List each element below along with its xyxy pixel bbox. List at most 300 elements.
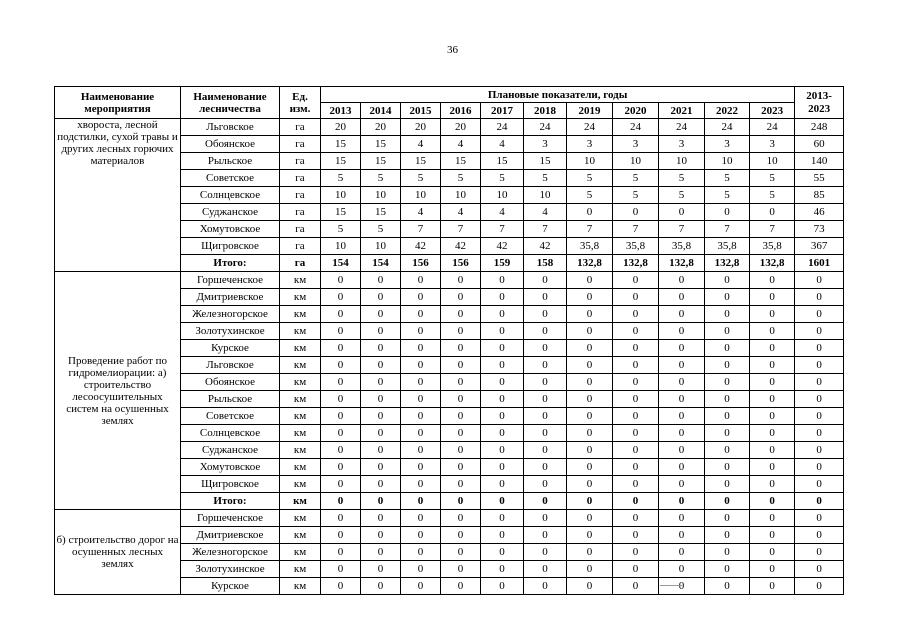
value-cell: 0: [361, 527, 401, 544]
value-cell: 0: [613, 459, 659, 476]
value-cell: 0: [321, 306, 361, 323]
value-cell: 4: [481, 136, 524, 153]
value-cell: 0: [524, 527, 567, 544]
value-cell: 0: [361, 544, 401, 561]
value-cell: 0: [659, 510, 705, 527]
unit-cell: км: [280, 391, 321, 408]
value-cell: 0: [401, 374, 441, 391]
value-cell: 0: [321, 459, 361, 476]
forestry-name: Золотухинское: [181, 561, 280, 578]
forestry-name: Суджанское: [181, 204, 280, 221]
total-value-cell: 0: [705, 493, 750, 510]
total-cell: 248: [795, 119, 844, 136]
total-value-cell: 0: [613, 493, 659, 510]
value-cell: 0: [659, 374, 705, 391]
value-cell: 0: [361, 442, 401, 459]
value-cell: 0: [481, 544, 524, 561]
value-cell: 0: [705, 272, 750, 289]
value-cell: 0: [524, 408, 567, 425]
forestry-name: Дмитриевское: [181, 527, 280, 544]
total-cell: 0: [795, 374, 844, 391]
value-cell: 0: [705, 204, 750, 221]
value-cell: 10: [481, 187, 524, 204]
value-cell: 0: [361, 425, 401, 442]
header-unit: Ед. изм.: [280, 87, 321, 119]
total-cell: 46: [795, 204, 844, 221]
forestry-name: Солнцевское: [181, 187, 280, 204]
value-cell: 42: [441, 238, 481, 255]
value-cell: 0: [321, 408, 361, 425]
total-value-cell: 158: [524, 255, 567, 272]
value-cell: 10: [361, 187, 401, 204]
forestry-name: Железногорское: [181, 544, 280, 561]
forestry-name: Солнцевское: [181, 425, 280, 442]
value-cell: 15: [361, 153, 401, 170]
value-cell: 7: [441, 221, 481, 238]
value-cell: 0: [321, 340, 361, 357]
value-cell: 20: [441, 119, 481, 136]
value-cell: 0: [524, 391, 567, 408]
value-cell: 10: [613, 153, 659, 170]
forestry-name: Хомутовское: [181, 459, 280, 476]
value-cell: 0: [361, 306, 401, 323]
forestry-name: Железногорское: [181, 306, 280, 323]
value-cell: 0: [481, 561, 524, 578]
value-cell: 0: [321, 544, 361, 561]
value-cell: 0: [321, 476, 361, 493]
header-planned: Плановые показатели, годы: [321, 87, 795, 103]
value-cell: 0: [613, 510, 659, 527]
value-cell: 0: [441, 306, 481, 323]
value-cell: 3: [567, 136, 613, 153]
forestry-name: Золотухинское: [181, 323, 280, 340]
value-cell: 0: [705, 340, 750, 357]
value-cell: 0: [613, 340, 659, 357]
value-cell: 5: [750, 170, 795, 187]
value-cell: 24: [524, 119, 567, 136]
total-value-cell: 0: [401, 493, 441, 510]
value-cell: 0: [750, 357, 795, 374]
value-cell: 4: [441, 204, 481, 221]
total-cell: 55: [795, 170, 844, 187]
value-cell: 3: [524, 136, 567, 153]
value-cell: 0: [441, 340, 481, 357]
forestry-name: Суджанское: [181, 442, 280, 459]
unit-cell: км: [280, 561, 321, 578]
value-cell: 7: [567, 221, 613, 238]
header-year: 2016: [441, 103, 481, 119]
value-cell: 4: [441, 136, 481, 153]
total-cell: 0: [795, 272, 844, 289]
value-cell: 0: [321, 374, 361, 391]
unit-cell: км: [280, 289, 321, 306]
value-cell: 0: [524, 272, 567, 289]
value-cell: 0: [361, 272, 401, 289]
value-cell: 0: [524, 459, 567, 476]
total-unit: км: [280, 493, 321, 510]
value-cell: 0: [750, 425, 795, 442]
value-cell: 5: [361, 170, 401, 187]
value-cell: 0: [401, 425, 441, 442]
forestry-name: Дмитриевское: [181, 289, 280, 306]
value-cell: 0: [613, 272, 659, 289]
total-value-cell: 159: [481, 255, 524, 272]
value-cell: 0: [481, 459, 524, 476]
unit-cell: км: [280, 442, 321, 459]
total-value-cell: 156: [401, 255, 441, 272]
value-cell: 0: [567, 323, 613, 340]
forestry-name: Горшеченское: [181, 272, 280, 289]
value-cell: 0: [750, 408, 795, 425]
header-year: 2018: [524, 103, 567, 119]
total-label: Итого:: [181, 255, 280, 272]
value-cell: 0: [401, 323, 441, 340]
value-cell: 0: [401, 578, 441, 595]
value-cell: 0: [401, 510, 441, 527]
total-value-cell: 0: [361, 493, 401, 510]
value-cell: 0: [659, 204, 705, 221]
unit-cell: км: [280, 578, 321, 595]
value-cell: 24: [481, 119, 524, 136]
forestry-name: Щигровское: [181, 476, 280, 493]
value-cell: 0: [613, 391, 659, 408]
total-value-cell: 132,8: [659, 255, 705, 272]
forestry-name: Хомутовское: [181, 221, 280, 238]
value-cell: 24: [567, 119, 613, 136]
value-cell: 10: [567, 153, 613, 170]
forestry-name: Курское: [181, 340, 280, 357]
value-cell: 0: [659, 357, 705, 374]
value-cell: 0: [441, 561, 481, 578]
total-cell: 0: [795, 578, 844, 595]
value-cell: 0: [613, 357, 659, 374]
total-cell: 0: [795, 476, 844, 493]
value-cell: 0: [441, 476, 481, 493]
value-cell: 0: [613, 289, 659, 306]
value-cell: 0: [567, 442, 613, 459]
value-cell: 0: [481, 323, 524, 340]
value-cell: 0: [567, 527, 613, 544]
unit-cell: км: [280, 527, 321, 544]
unit-cell: га: [280, 238, 321, 255]
value-cell: 35,8: [659, 238, 705, 255]
total-cell: 73: [795, 221, 844, 238]
value-cell: 0: [321, 357, 361, 374]
value-cell: 20: [401, 119, 441, 136]
value-cell: 0: [524, 510, 567, 527]
total-value-cell: 0: [481, 493, 524, 510]
total-value-cell: 132,8: [613, 255, 659, 272]
value-cell: 5: [481, 170, 524, 187]
value-cell: 0: [750, 374, 795, 391]
value-cell: 0: [401, 357, 441, 374]
value-cell: 20: [321, 119, 361, 136]
value-cell: 0: [659, 408, 705, 425]
value-cell: 5: [613, 170, 659, 187]
value-cell: 0: [705, 374, 750, 391]
unit-cell: км: [280, 510, 321, 527]
unit-cell: км: [280, 425, 321, 442]
value-cell: 0: [441, 272, 481, 289]
value-cell: 0: [441, 323, 481, 340]
value-cell: 0: [750, 510, 795, 527]
value-cell: 0: [401, 459, 441, 476]
value-cell: 0: [705, 510, 750, 527]
header-forestry: Наименование лесничества: [181, 87, 280, 119]
value-cell: 0: [441, 357, 481, 374]
total-cell: 60: [795, 136, 844, 153]
unit-cell: км: [280, 306, 321, 323]
value-cell: 0: [441, 289, 481, 306]
value-cell: 5: [567, 170, 613, 187]
value-cell: 0: [481, 442, 524, 459]
value-cell: 0: [567, 204, 613, 221]
value-cell: 0: [524, 289, 567, 306]
value-cell: 3: [613, 136, 659, 153]
value-cell: 0: [613, 323, 659, 340]
value-cell: 0: [567, 374, 613, 391]
total-cell: 0: [795, 323, 844, 340]
value-cell: 0: [401, 272, 441, 289]
total-cell: 0: [795, 289, 844, 306]
value-cell: 0: [401, 442, 441, 459]
forestry-name: Советское: [181, 170, 280, 187]
value-cell: 0: [481, 340, 524, 357]
value-cell: 0: [321, 289, 361, 306]
value-cell: 0: [361, 374, 401, 391]
value-cell: 0: [567, 561, 613, 578]
grand-total-cell: 0: [795, 493, 844, 510]
value-cell: 0: [567, 272, 613, 289]
value-cell: 0: [524, 425, 567, 442]
value-cell: 0: [613, 476, 659, 493]
value-cell: 0: [705, 408, 750, 425]
value-cell: 0: [481, 391, 524, 408]
value-cell: 10: [524, 187, 567, 204]
value-cell: 0: [441, 408, 481, 425]
value-cell: 0: [481, 578, 524, 595]
value-cell: 42: [524, 238, 567, 255]
value-cell: 24: [613, 119, 659, 136]
value-cell: 0: [361, 408, 401, 425]
value-cell: 0: [441, 544, 481, 561]
value-cell: 0: [524, 306, 567, 323]
value-cell: 0: [750, 561, 795, 578]
value-cell: 0: [567, 544, 613, 561]
total-cell: 0: [795, 306, 844, 323]
value-cell: 0: [401, 561, 441, 578]
table-row: [55, 510, 844, 527]
value-cell: 0: [321, 527, 361, 544]
table-body: [55, 119, 844, 595]
total-value-cell: 132,8: [750, 255, 795, 272]
value-cell: 0: [361, 561, 401, 578]
value-cell: 0: [441, 459, 481, 476]
faint-mark: [660, 585, 682, 586]
value-cell: 0: [613, 578, 659, 595]
value-cell: 0: [361, 289, 401, 306]
value-cell: 10: [401, 187, 441, 204]
value-cell: 10: [321, 238, 361, 255]
value-cell: 5: [659, 187, 705, 204]
total-value-cell: 154: [361, 255, 401, 272]
value-cell: 0: [750, 578, 795, 595]
unit-cell: км: [280, 357, 321, 374]
total-cell: 367: [795, 238, 844, 255]
value-cell: 3: [659, 136, 705, 153]
unit-cell: га: [280, 136, 321, 153]
value-cell: 0: [401, 391, 441, 408]
value-cell: 5: [401, 170, 441, 187]
plan-table: [54, 86, 844, 595]
value-cell: 0: [401, 476, 441, 493]
total-cell: 0: [795, 561, 844, 578]
value-cell: 3: [705, 136, 750, 153]
value-cell: 0: [659, 272, 705, 289]
unit-cell: га: [280, 119, 321, 136]
value-cell: 5: [613, 187, 659, 204]
value-cell: 0: [613, 527, 659, 544]
value-cell: 0: [613, 544, 659, 561]
value-cell: 4: [524, 204, 567, 221]
value-cell: 0: [401, 306, 441, 323]
value-cell: 0: [321, 510, 361, 527]
total-cell: 0: [795, 527, 844, 544]
value-cell: 0: [567, 476, 613, 493]
total-value-cell: 0: [321, 493, 361, 510]
forestry-name: Советское: [181, 408, 280, 425]
value-cell: 0: [524, 578, 567, 595]
value-cell: 0: [361, 510, 401, 527]
value-cell: 0: [567, 510, 613, 527]
value-cell: 20: [361, 119, 401, 136]
header-total-period: 2013-2023: [795, 87, 844, 119]
total-cell: 140: [795, 153, 844, 170]
unit-cell: км: [280, 459, 321, 476]
value-cell: 10: [750, 153, 795, 170]
page-number: 36: [447, 44, 458, 56]
value-cell: 0: [659, 459, 705, 476]
value-cell: 0: [524, 544, 567, 561]
activity-cell: б) строительство дорог на осушенных лесных землях: [55, 510, 181, 595]
value-cell: 5: [441, 170, 481, 187]
value-cell: 10: [705, 153, 750, 170]
value-cell: 10: [361, 238, 401, 255]
value-cell: 0: [481, 408, 524, 425]
value-cell: 0: [481, 510, 524, 527]
value-cell: 0: [481, 476, 524, 493]
value-cell: 7: [524, 221, 567, 238]
value-cell: 5: [321, 221, 361, 238]
value-cell: 0: [567, 578, 613, 595]
unit-cell: км: [280, 476, 321, 493]
value-cell: 0: [567, 306, 613, 323]
value-cell: 0: [613, 306, 659, 323]
value-cell: 0: [659, 442, 705, 459]
value-cell: 0: [321, 391, 361, 408]
value-cell: 0: [659, 476, 705, 493]
value-cell: 0: [659, 289, 705, 306]
header-year: 2019: [567, 103, 613, 119]
value-cell: 35,8: [567, 238, 613, 255]
unit-cell: га: [280, 204, 321, 221]
value-cell: 0: [750, 204, 795, 221]
value-cell: 0: [361, 340, 401, 357]
forestry-name: Горшеченское: [181, 510, 280, 527]
table-row: [55, 119, 844, 136]
value-cell: 0: [567, 425, 613, 442]
forestry-name: Льговское: [181, 357, 280, 374]
value-cell: 0: [524, 323, 567, 340]
value-cell: 7: [705, 221, 750, 238]
header-year: 2013: [321, 103, 361, 119]
value-cell: 35,8: [613, 238, 659, 255]
value-cell: 7: [481, 221, 524, 238]
header-year: 2023: [750, 103, 795, 119]
value-cell: 0: [750, 442, 795, 459]
forestry-name: Курское: [181, 578, 280, 595]
value-cell: 0: [524, 340, 567, 357]
total-cell: 0: [795, 459, 844, 476]
value-cell: 0: [481, 306, 524, 323]
value-cell: 0: [567, 357, 613, 374]
value-cell: 0: [361, 391, 401, 408]
value-cell: 0: [750, 527, 795, 544]
value-cell: 0: [705, 442, 750, 459]
header-year: 2015: [401, 103, 441, 119]
value-cell: 0: [659, 323, 705, 340]
value-cell: 0: [321, 578, 361, 595]
value-cell: 15: [524, 153, 567, 170]
header-year: 2021: [659, 103, 705, 119]
value-cell: 5: [361, 221, 401, 238]
value-cell: 4: [401, 204, 441, 221]
value-cell: 0: [705, 357, 750, 374]
value-cell: 0: [524, 374, 567, 391]
value-cell: 0: [361, 459, 401, 476]
value-cell: 5: [524, 170, 567, 187]
value-cell: 0: [705, 459, 750, 476]
value-cell: 7: [401, 221, 441, 238]
value-cell: 0: [705, 527, 750, 544]
value-cell: 15: [321, 204, 361, 221]
value-cell: 0: [613, 204, 659, 221]
total-unit: га: [280, 255, 321, 272]
value-cell: 42: [401, 238, 441, 255]
unit-cell: км: [280, 323, 321, 340]
value-cell: 0: [441, 527, 481, 544]
value-cell: 0: [705, 561, 750, 578]
value-cell: 15: [321, 153, 361, 170]
total-cell: 0: [795, 442, 844, 459]
value-cell: 0: [750, 289, 795, 306]
header-year: 2020: [613, 103, 659, 119]
value-cell: 0: [481, 357, 524, 374]
value-cell: 10: [659, 153, 705, 170]
value-cell: 0: [613, 442, 659, 459]
value-cell: 0: [481, 272, 524, 289]
value-cell: 0: [613, 408, 659, 425]
value-cell: 0: [705, 578, 750, 595]
value-cell: 0: [401, 408, 441, 425]
value-cell: 4: [401, 136, 441, 153]
value-cell: 0: [567, 408, 613, 425]
value-cell: 0: [705, 544, 750, 561]
value-cell: 0: [361, 357, 401, 374]
header-year: 2014: [361, 103, 401, 119]
value-cell: 0: [441, 391, 481, 408]
value-cell: 0: [524, 476, 567, 493]
